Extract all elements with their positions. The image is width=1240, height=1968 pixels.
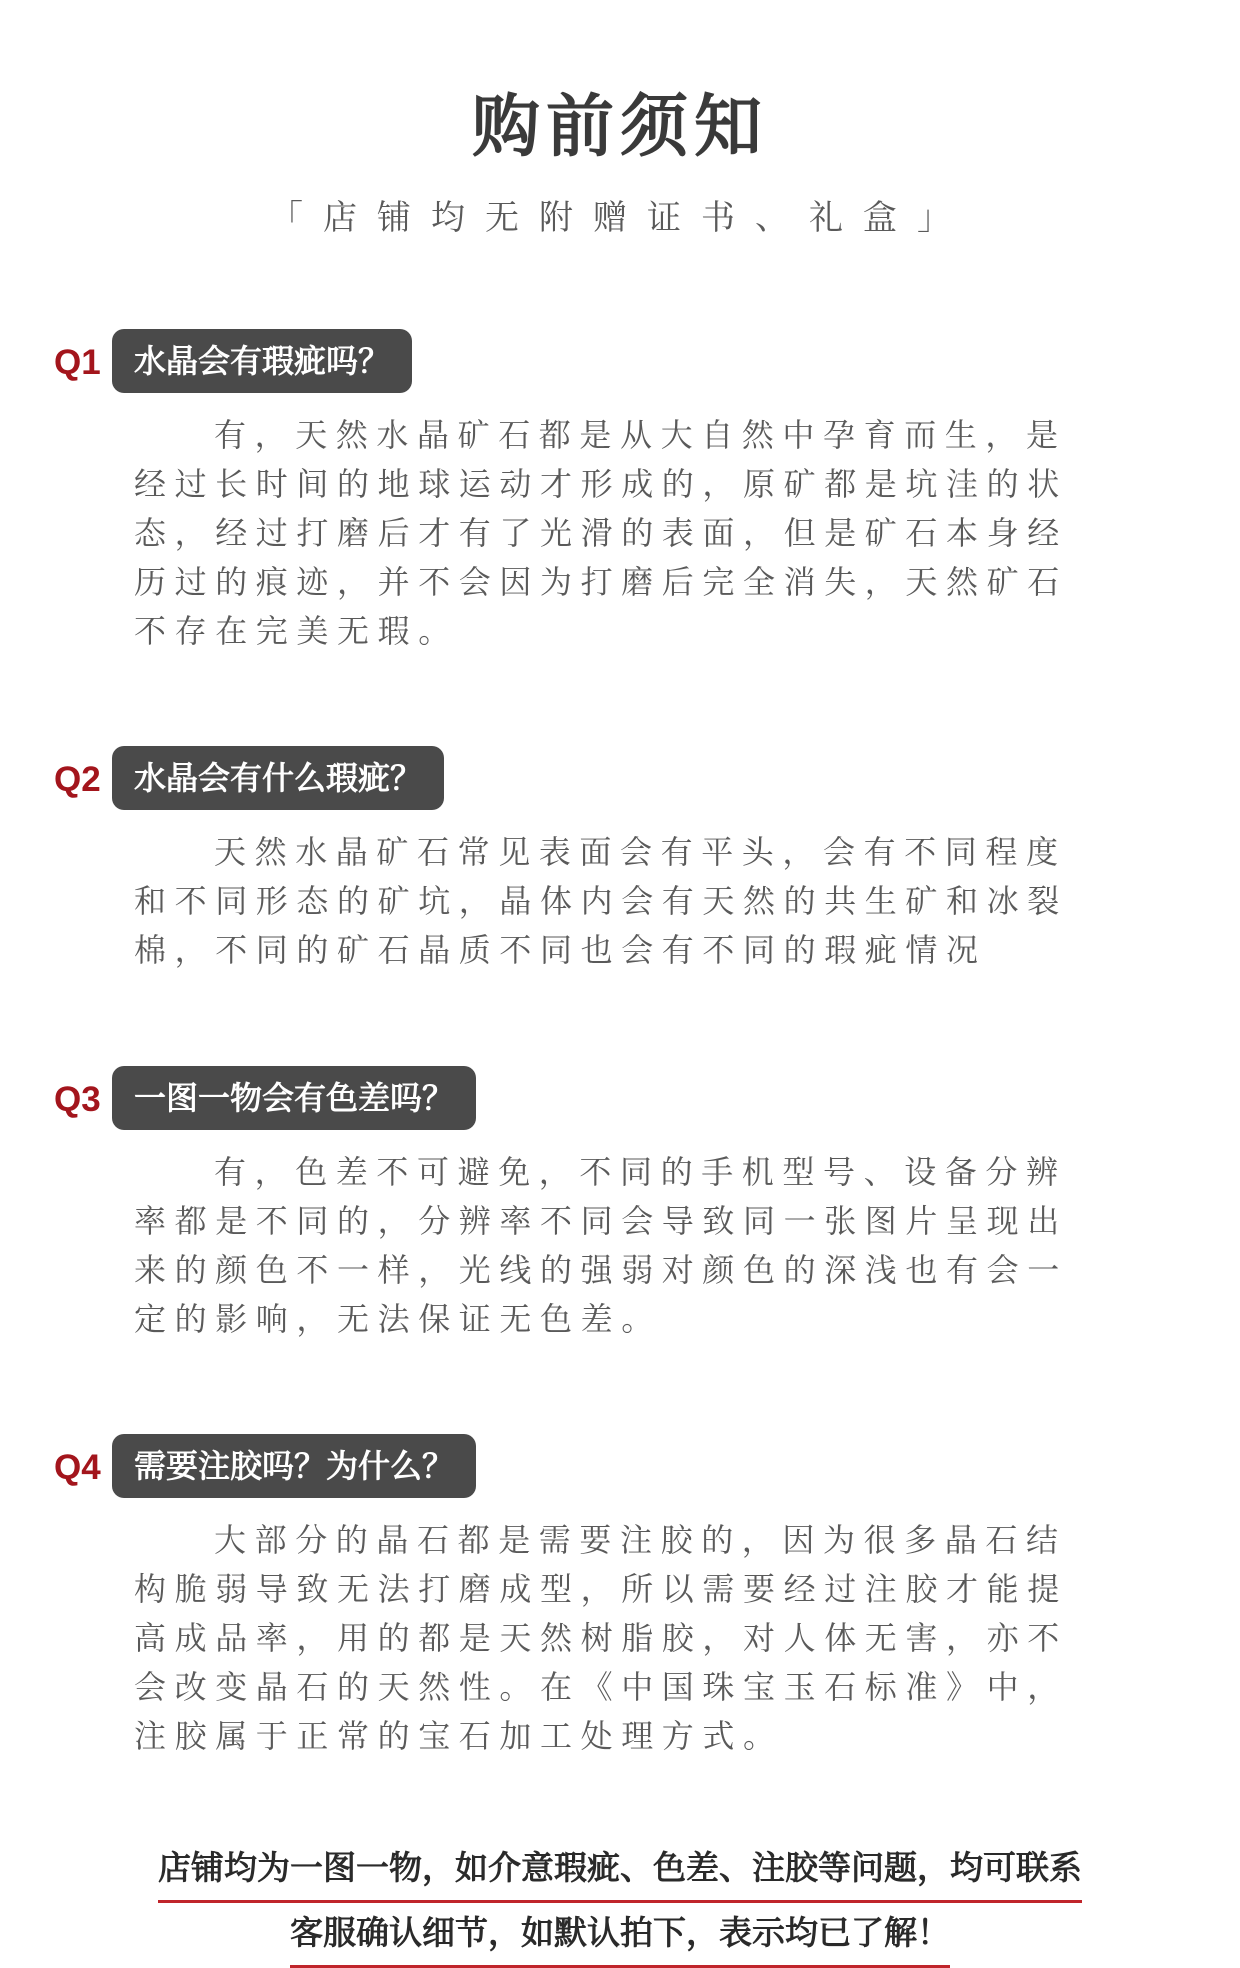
question-number: Q1 [54, 343, 101, 382]
footer-line-2: 客服确认细节，如默认拍下，表示均已了解！ [290, 1903, 950, 1968]
question-label: 水晶会有什么瑕疵？ [112, 746, 444, 810]
answer-text: 有，色差不可避免，不同的手机型号、设备分辨率都是不同的，分辨率不同会导致同一张图片呈现出来的颜色不一样，光线的强弱对颜色的深浅也有会一定的影响，无法保证无色差。 [134, 1153, 1068, 1338]
answer-text: 天然水晶矿石常见表面会有平头，会有不同程度和不同形态的矿坑，晶体内会有天然的共生矿和冰裂棉，不同的矿石晶质不同也会有不同的瑕疵情况 [134, 833, 1068, 969]
question-number: Q4 [54, 1448, 101, 1487]
page-title: 购前须知 [471, 88, 768, 167]
question-number: Q3 [54, 1080, 101, 1119]
question-label: 水晶会有瑕疵吗？ [112, 329, 412, 393]
answer-text: 大部分的晶石都是需要注胶的，因为很多晶石结构脆弱导致无法打磨成型，所以需要经过注胶才能提高成品率，用的都是天然树脂胶，对人体无害，亦不会改变晶石的天然性。在《中国珠宝玉石标准》中，注胶属于正常的宝石加工处理方式。 [134, 1521, 1068, 1755]
answer-text: 有，天然水晶矿石都是从大自然中孕育而生，是经过长时间的地球运动才形成的，原矿都是坑洼的状态，经过打磨后才有了光滑的表面，但是矿石本身经历过的痕迹，并不会因为打磨后完全消失，天然矿石不存在完美无瑕。 [134, 416, 1068, 650]
question-number: Q2 [54, 760, 101, 799]
footer-line-1: 店铺均为一图一物，如介意瑕疵、色差、注胶等问题，均可联系 [158, 1838, 1082, 1903]
question-label: 一图一物会有色差吗？ [112, 1066, 476, 1130]
question-label: 需要注胶吗？为什么？ [112, 1434, 476, 1498]
footer-notice [0, 1838, 1240, 1968]
page-subtitle: 「店铺均无附赠证书、礼盒」 [269, 198, 971, 238]
